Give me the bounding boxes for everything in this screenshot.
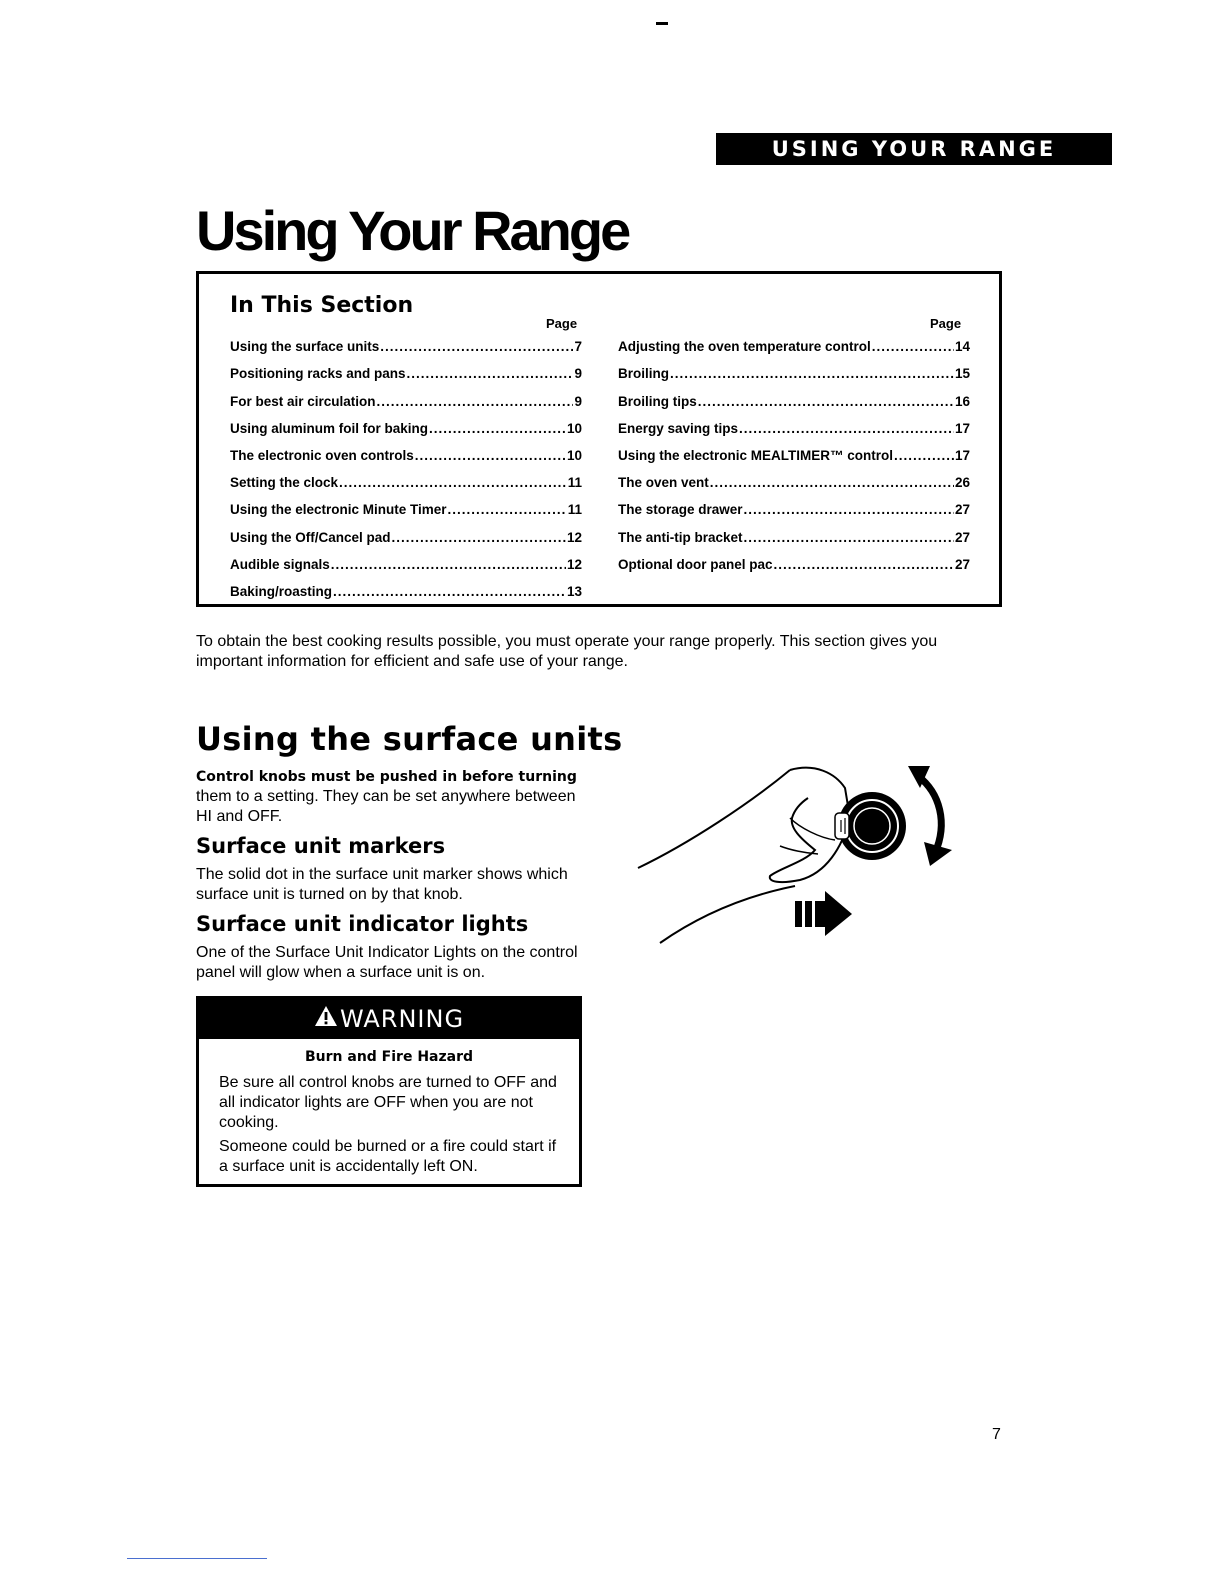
toc-leader-dots bbox=[744, 530, 954, 546]
toc-entry bbox=[618, 546, 970, 573]
toc-entry-title: Using the electronic MEALTIMER™ control bbox=[618, 447, 894, 463]
toc-page-header-right: Page bbox=[930, 316, 962, 331]
toc-entry-title: The storage drawer bbox=[618, 502, 743, 518]
toc-entry bbox=[618, 464, 970, 491]
toc-leader-dots bbox=[670, 366, 954, 382]
hand-pushing-knob-icon bbox=[630, 758, 970, 953]
toc-entry-page: 11 bbox=[567, 502, 582, 518]
toc-entry-page: 12 bbox=[566, 556, 582, 572]
toc-entry bbox=[618, 491, 970, 518]
toc-entry-page: 26 bbox=[954, 475, 970, 491]
toc-entry bbox=[618, 355, 970, 382]
lead-rest-text: them to a setting. They can be set anywhere between HI and OFF. bbox=[196, 788, 576, 825]
toc-leader-dots bbox=[429, 421, 566, 437]
toc-leader-dots bbox=[392, 530, 566, 546]
toc-leader-dots bbox=[698, 394, 954, 410]
scan-mark bbox=[656, 22, 668, 25]
toc-entry-title: Optional door panel pac bbox=[618, 556, 773, 572]
toc-leader-dots bbox=[377, 394, 574, 410]
toc-leader-dots bbox=[744, 502, 954, 518]
toc-heading: In This Section bbox=[230, 293, 414, 318]
toc-entry bbox=[230, 355, 582, 382]
toc-entry-page: 12 bbox=[566, 529, 582, 545]
intro-paragraph: To obtain the best cooking results possible, you must operate your range properly. This section gives you important information for efficient and safe use of your range. bbox=[196, 633, 938, 670]
toc-entry bbox=[230, 464, 582, 491]
markers-heading: Surface unit markers bbox=[196, 834, 446, 858]
toc-column-left bbox=[230, 328, 582, 600]
warning-paragraph-1: Be sure all control knobs are turned to OFF and all indicator lights are OFF when you are not cooking. bbox=[219, 1074, 557, 1131]
toc-entry-title: Using the electronic Minute Timer bbox=[230, 502, 447, 518]
warning-box bbox=[196, 996, 582, 1187]
toc-entry bbox=[230, 437, 582, 464]
toc-entry bbox=[230, 328, 582, 355]
section-heading-surface-units: Using the surface units bbox=[196, 720, 623, 758]
toc-entry-title: Setting the clock bbox=[230, 475, 339, 491]
toc-entry-page: 17 bbox=[954, 447, 970, 463]
toc-leader-dots bbox=[448, 502, 567, 518]
toc-entry bbox=[230, 546, 582, 573]
toc-entry-page: 9 bbox=[574, 393, 582, 409]
toc-leader-dots bbox=[331, 557, 566, 573]
toc-entry-page: 27 bbox=[954, 556, 970, 572]
toc-entry-page: 17 bbox=[954, 420, 970, 436]
toc-entry bbox=[618, 518, 970, 545]
toc-entry-page: 27 bbox=[954, 502, 970, 518]
page-title: Using Your Range bbox=[196, 199, 629, 262]
indicator-lights-paragraph: One of the Surface Unit Indicator Lights on the control panel will glow when a surface unit is on. bbox=[196, 944, 578, 981]
toc-entry-title: Using the Off/Cancel pad bbox=[230, 529, 391, 545]
toc-entry-page: 15 bbox=[954, 366, 970, 382]
toc-entry-page: 10 bbox=[566, 447, 582, 463]
toc-entry-page: 16 bbox=[954, 393, 970, 409]
toc-entry-title: Audible signals bbox=[230, 556, 330, 572]
toc-leader-dots bbox=[894, 448, 954, 464]
toc-entry-title: For best air circulation bbox=[230, 393, 376, 409]
bold-lead-text: Control knobs must be pushed in before turning bbox=[196, 769, 577, 785]
toc-entry-title: The oven vent bbox=[618, 475, 709, 491]
toc-leader-dots bbox=[339, 475, 567, 491]
toc-entry-title: Adjusting the oven temperature control bbox=[618, 339, 871, 355]
toc-entry bbox=[230, 491, 582, 518]
toc-column-right bbox=[618, 328, 970, 573]
toc-entry bbox=[230, 573, 582, 600]
toc-entry bbox=[618, 437, 970, 464]
toc-entry-title: Energy saving tips bbox=[618, 420, 739, 436]
toc-leader-dots bbox=[415, 448, 566, 464]
page-number: 7 bbox=[992, 1426, 1001, 1443]
toc-entry-title: Using the surface units bbox=[230, 339, 380, 355]
toc-entry bbox=[618, 410, 970, 437]
toc-entry-title: Using aluminum foil for baking bbox=[230, 420, 429, 436]
toc-leader-dots bbox=[774, 557, 954, 573]
toc-leader-dots bbox=[739, 421, 954, 437]
toc-entry bbox=[618, 328, 970, 355]
toc-leader-dots bbox=[380, 339, 573, 355]
toc-entry bbox=[618, 382, 970, 409]
toc-entry-title: The electronic oven controls bbox=[230, 447, 414, 463]
toc-entry bbox=[230, 518, 582, 545]
toc-leader-dots bbox=[710, 475, 954, 491]
hazard-title: Burn and Fire Hazard bbox=[304, 1049, 473, 1065]
surface-units-paragraph bbox=[196, 767, 586, 827]
toc-entry-page: 7 bbox=[574, 339, 582, 355]
footer-rule bbox=[127, 1558, 267, 1559]
toc-entry-title: Positioning racks and pans bbox=[230, 366, 406, 382]
toc-entry-title: The anti-tip bracket bbox=[618, 529, 743, 545]
toc-entry-page: 9 bbox=[574, 366, 582, 382]
toc-leader-dots bbox=[872, 339, 954, 355]
toc-entry-page: 10 bbox=[566, 420, 582, 436]
toc-entry bbox=[230, 410, 582, 437]
toc-entry-page: 11 bbox=[567, 475, 582, 491]
toc-page-header-left: Page bbox=[546, 316, 578, 331]
toc-entry-title: Baking/roasting bbox=[230, 583, 333, 599]
toc-entry-page: 14 bbox=[954, 339, 970, 355]
warning-label: WARNING bbox=[339, 1005, 465, 1033]
toc-entry-page: 27 bbox=[954, 529, 970, 545]
indicator-lights-heading: Surface unit indicator lights bbox=[196, 912, 529, 936]
markers-paragraph: The solid dot in the surface unit marker shows which surface unit is turned on by that knob. bbox=[196, 866, 568, 903]
warning-banner bbox=[199, 999, 579, 1039]
section-banner: USING YOUR RANGE bbox=[716, 133, 1112, 165]
warning-triangle-icon bbox=[314, 1005, 338, 1033]
toc-leader-dots bbox=[407, 366, 574, 382]
toc-entry-title: Broiling tips bbox=[618, 393, 697, 409]
toc-entry-page: 13 bbox=[566, 583, 582, 599]
toc-entry-title: Broiling bbox=[618, 366, 669, 382]
toc-entry bbox=[230, 382, 582, 409]
warning-paragraph-2: Someone could be burned or a fire could start if a surface unit is accidentally left ON. bbox=[219, 1138, 557, 1175]
toc-leader-dots bbox=[333, 584, 566, 600]
